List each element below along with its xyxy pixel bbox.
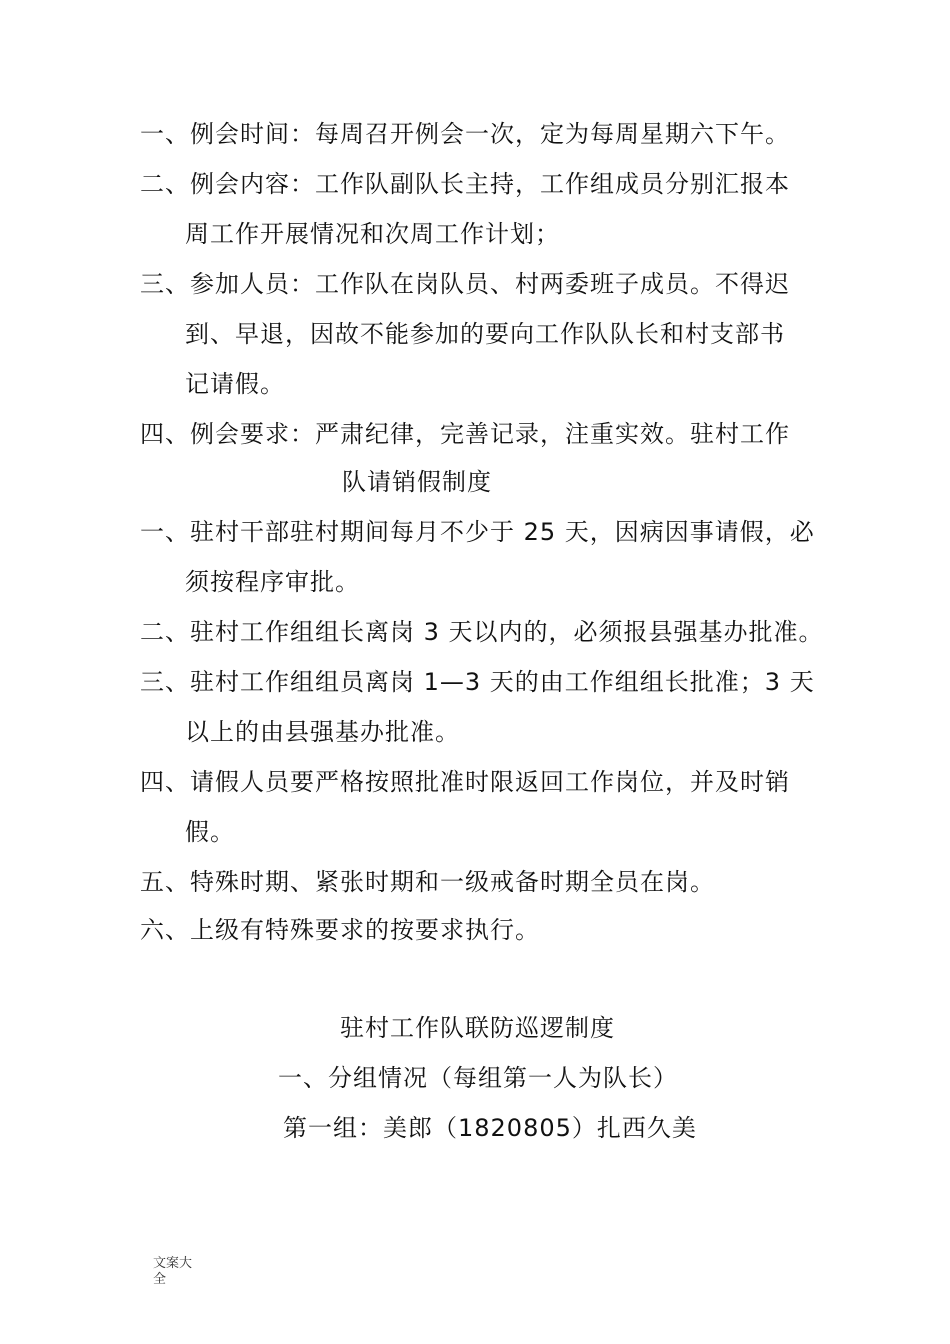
leave-item-6: 六、上级有特殊要求的按要求执行。: [140, 916, 540, 944]
meeting-content-item-cont: 周工作开展情况和次周工作计划；: [185, 220, 560, 248]
leave-item-1-cont: 须按程序审批。: [185, 568, 360, 596]
participants-item: 三、参加人员：工作队在岗队员、村两委班子成员。不得迟: [140, 270, 790, 298]
footer-line-2: 全: [153, 1272, 167, 1287]
meeting-time-item: 一、例会时间：每周召开例会一次，定为每周星期六下午。: [140, 120, 790, 148]
participants-item-cont2: 记请假。: [185, 370, 285, 398]
leave-item-4-cont: 假。: [185, 818, 235, 846]
leave-item-3: 三、驻村工作组组员离岗 1—3 天的由工作组组长批准；3 天: [140, 668, 815, 696]
participants-item-cont: 到、早退，因故不能参加的要向工作队队长和村支部书: [185, 320, 785, 348]
leave-item-1: 一、驻村干部驻村期间每月不少于 25 天，因病因事请假，必: [140, 518, 815, 546]
meeting-content-item: 二、例会内容：工作队副队长主持，工作组成员分别汇报本: [140, 170, 790, 198]
leave-policy-title: 队请销假制度: [342, 468, 492, 496]
leave-item-2: 二、驻村工作组组长离岗 3 天以内的，必须报县强基办批准。: [140, 618, 824, 646]
leave-item-3-cont: 以上的由县强基办批准。: [185, 718, 460, 746]
meeting-requirements-item: 四、例会要求：严肃纪律，完善记录，注重实效。驻村工作: [140, 420, 790, 448]
patrol-policy-title: 驻村工作队联防巡逻制度: [340, 1014, 615, 1042]
footer-line-1: 文案大: [153, 1256, 193, 1271]
patrol-group-1: 第一组：美郎（1820805）扎西久美: [283, 1114, 697, 1142]
leave-item-5: 五、特殊时期、紧张时期和一级戒备时期全员在岗。: [140, 868, 715, 896]
patrol-grouping-heading: 一、分组情况（每组第一人为队长）: [278, 1064, 678, 1092]
leave-item-4: 四、请假人员要严格按照批准时限返回工作岗位，并及时销: [140, 768, 790, 796]
footer-watermark-text: [153, 1256, 192, 1288]
